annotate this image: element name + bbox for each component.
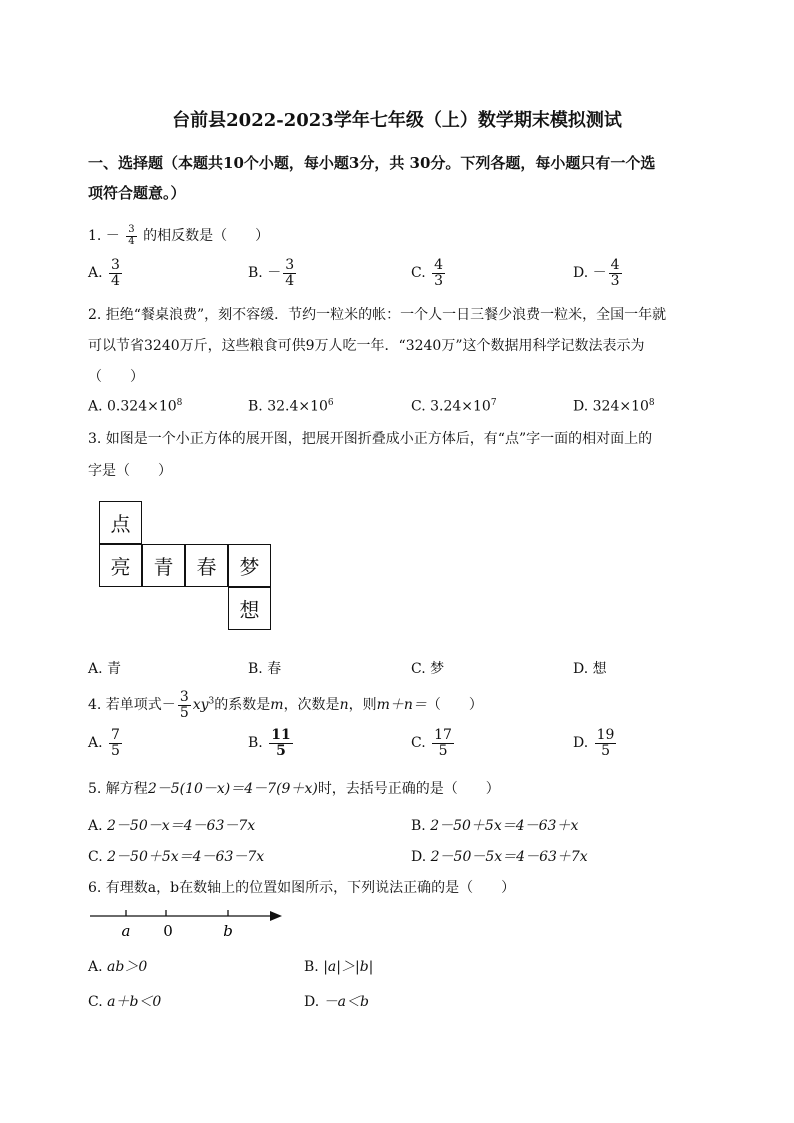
question-3-line2: 字是（ ） (88, 463, 172, 479)
q1-option-d[interactable]: D. － $\frac{4}{3}$ (573, 257, 620, 289)
question-6: 6. 有理数a，b在数轴上的位置如图所示，下列说法正确的是（ ） (88, 880, 516, 896)
q5-option-d[interactable]: D. 2－50－5x＝4－63＋7x (411, 849, 588, 865)
q4-option-d[interactable]: D. $\frac{19}{5}$ (573, 727, 615, 759)
q2-option-c[interactable]: C. $3.24\times 10^7$ (411, 398, 497, 415)
net-cell: 青 (142, 544, 185, 587)
label-a: a (121, 922, 131, 940)
q3-option-c[interactable]: C. 梦 (411, 661, 445, 677)
page-title: 台前县2022-2023学年七年级（上）数学期末模拟测试 (172, 110, 622, 131)
q4-option-a[interactable]: A. $\frac{7}{5}$ (88, 727, 120, 759)
label-zero: 0 (163, 922, 173, 940)
question-2-line1: 2. 拒绝“餐桌浪费”，刻不容缓．节约一粒米的帐：一个人一日三餐少浪费一粒米，全国一年就 (88, 307, 667, 323)
q1-option-b[interactable]: B. － $\frac{3}{4}$ (248, 257, 295, 289)
question-4: 4. 若单项式－ $\frac{3}{5}$ $xy^3$的系数是m，次数是n，则m＋n＝（ ） (88, 689, 483, 721)
section-heading-line2: 项符合题意。） (88, 184, 186, 202)
q4-option-c[interactable]: C. $\frac{17}{5}$ (411, 727, 452, 759)
q6-option-b[interactable]: B. |a|＞|b| (304, 959, 374, 975)
question-5: 5. 解方程2－5(10－x)＝4－7(9＋x)时，去括号正确的是（ ） (88, 781, 500, 797)
number-line (86, 905, 286, 945)
axis-arrow (270, 911, 282, 921)
question-1: 1. － $\frac{3}{4}$ 的相反数是（ ） (88, 224, 270, 247)
q3-option-a[interactable]: A. 青 (88, 661, 122, 677)
q5-option-c[interactable]: C. 2－50＋5x＝4－63－7x (88, 849, 265, 865)
q2-option-d[interactable]: D. $324\times 10^8$ (573, 398, 655, 415)
section-heading-line1: 一、选择题（本题共10个小题，每小题3分，共 30分。下列各题，每小题只有一个选 (88, 154, 656, 172)
q6-option-d[interactable]: D. －a＜b (304, 994, 369, 1010)
q5-option-a[interactable]: A. 2－50－x＝4－63－7x (88, 818, 256, 834)
question-2-line3: （ ） (88, 369, 144, 385)
q6-option-a[interactable]: A. ab＞0 (88, 959, 148, 975)
q3-option-b[interactable]: B. 春 (248, 661, 282, 677)
question-2-line2: 可以节省3240万斤，这些粮食可供9万人吃一年．“3240万”这个数据用科学记数法表示为 (88, 338, 645, 354)
q1-option-c[interactable]: C. $\frac{4}{3}$ (411, 257, 444, 289)
net-cell-bottom: 想 (228, 587, 271, 630)
q6-option-c[interactable]: C. a＋b＜0 (88, 994, 162, 1010)
q1-option-a[interactable]: A. $\frac{3}{4}$ (88, 257, 120, 289)
fraction: $\frac{3}{4}$ (128, 224, 135, 247)
q2-option-a[interactable]: A. $0.324\times 10^8$ (88, 398, 183, 415)
net-cell: 春 (185, 544, 228, 587)
q2-option-b[interactable]: B. $32.4\times 10^6$ (248, 398, 334, 415)
q5-option-b[interactable]: B. 2－50＋5x＝4－63＋x (411, 818, 579, 834)
net-cell-top: 点 (99, 501, 142, 544)
q4-option-b[interactable]: B. $\frac{11}{5}$ (248, 727, 291, 759)
question-3-line1: 3. 如图是一个小正方体的展开图，把展开图折叠成小正方体后，有“点”字一面的相对面上的 (88, 431, 653, 447)
net-cell: 梦 (228, 544, 271, 587)
label-b: b (223, 922, 233, 940)
net-cell: 亮 (99, 544, 142, 587)
q3-option-d[interactable]: D. 想 (573, 661, 607, 677)
